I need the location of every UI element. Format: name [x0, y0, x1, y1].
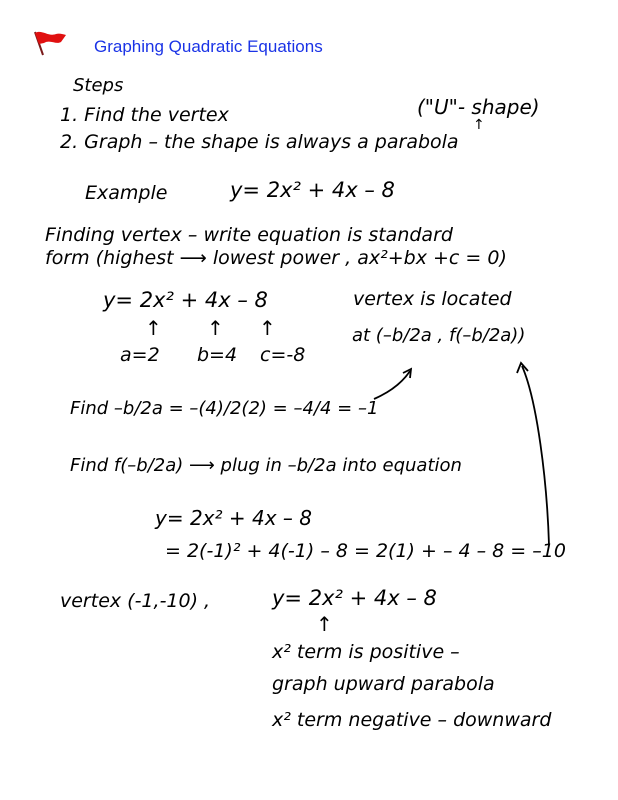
finding-vertex-line-1: Finding vertex – write equation is standard: [45, 224, 453, 246]
positive-term-line-1: x² term is positive –: [272, 641, 460, 663]
finding-vertex-line-2: form (highest ⟶ lowest power , ax²+bx +c = 0): [45, 247, 507, 269]
up-arrow-icon: ↑: [259, 316, 276, 340]
calculation-line-2: = 2(-1)² + 4(-1) – 8 = 2(1) + – 4 – 8 = –10: [165, 540, 566, 562]
up-arrow-icon: ↑: [207, 316, 224, 340]
positive-term-line-2: graph upward parabola: [272, 673, 495, 695]
find-neg-b-over-2a: Find –b/2a = –(4)/2(2) = –4/4 = –1: [70, 398, 379, 419]
calculation-line-1: y= 2x² + 4x – 8: [155, 506, 313, 530]
vertex-located-label: vertex is located: [353, 288, 512, 310]
vertex-result: vertex (-1,-10) ,: [60, 590, 211, 612]
up-arrow-icon: ↑: [145, 316, 162, 340]
equation-restated: y= 2x² + 4x – 8: [103, 288, 268, 312]
page-title: Graphing Quadratic Equations: [94, 37, 323, 56]
negative-term-line: x² term negative – downward: [272, 709, 552, 731]
coefficient-c: c=-8: [260, 344, 306, 366]
step-1: 1. Find the vertex: [60, 104, 229, 126]
step-2: 2. Graph – the shape is always a parabola: [60, 131, 459, 153]
equation-final: y= 2x² + 4x – 8: [272, 586, 437, 610]
example-label: Example: [85, 182, 168, 204]
coefficient-a: a=2: [120, 344, 160, 366]
example-equation: y= 2x² + 4x – 8: [230, 178, 395, 202]
coefficient-b: b=4: [197, 344, 238, 366]
up-arrow-icon: ↑: [316, 612, 333, 636]
steps-heading: Steps: [73, 75, 124, 96]
vertex-formula: at (–b/2a , f(–b/2a)): [352, 325, 526, 346]
u-shape-note: ("U"- shape): [417, 95, 540, 119]
find-f-of-vertex: Find f(–b/2a) ⟶ plug in –b/2a into equation: [70, 455, 462, 476]
up-arrow-icon: ↑: [473, 117, 485, 133]
